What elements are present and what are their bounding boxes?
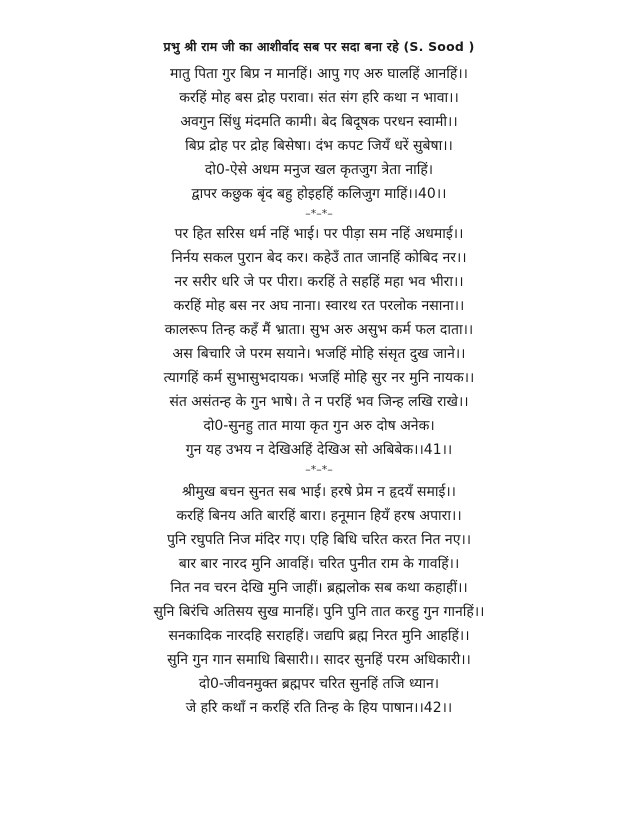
section-separator: –*–*–: [305, 463, 333, 476]
doha-line: गुन यह उभय न देखिअहिं देखिअ सो अबिबेक।।41।।: [185, 442, 453, 458]
verse-line: पर हित सरिस धर्म नहिं भाई। पर पीड़ा सम नहिं अधमाई।।: [174, 226, 464, 242]
verse-line: निर्नय सकल पुरान बेद कर। कहेउँ तात जानहिं कोबिद नर।।: [171, 250, 467, 266]
verse-line: मातु पिता गुर बिप्र न मानहिं। आपु गए अरु घालहिं आनहिं।।: [170, 66, 468, 82]
verse-line: नर सरीर धरि जे पर पीरा। करहिं ते सहहिं महा भव भीरा।।: [174, 274, 464, 290]
verse-line: अस बिचारि जे परम सयाने। भजहिं मोहि संसृत दुख जाने।।: [172, 346, 466, 362]
verse-line: करहिं बिनय अति बारहिं बारा। हनूमान हियँ हरष अपारा।।: [176, 508, 462, 524]
verse-line: सुनि गुन गान समाधि बिसारी।। सादर सुनहिं परम अधिकारी।।: [167, 652, 471, 668]
verse-line: पुनि रघुपति निज मंदिर गए। एहि बिधि चरित करत नित नए।।: [166, 532, 472, 548]
doha-line: जे हरि कथाँ न करहिं रति तिन्ह के हिय पाषान।।42।।: [185, 700, 453, 716]
section-separator: –*–*–: [305, 207, 333, 220]
verse-line: कालरूप तिन्ह कहँ मैं भ्राता। सुभ अरु असुभ कर्म फल दाता।।: [164, 322, 474, 338]
verse-line: सुनि बिरंचि अतिसय सुख मानहिं। पुनि पुनि तात करहु गुन गानहिं।।: [153, 604, 485, 620]
doha-line: दो0-सुनहु तात माया कृत गुन अरु दोष अनेक।: [203, 418, 435, 434]
verse-line: अवगुन सिंधु मंदमति कामी। बेद बिदूषक परधन स्वामी।।: [180, 114, 458, 130]
verse-line: करहिं मोह बस नर अघ नाना। स्वारथ रत परलोक नसाना।।: [173, 298, 465, 314]
doha-line: द्वापर कछुक बृंद बहु होइहहिं कलिजुग माहिं।।40।।: [191, 186, 447, 202]
verse-line: करहिं मोह बस द्रोह परावा। संत संग हरि कथा न भावा।।: [179, 90, 459, 106]
verse-line: संत असंतन्ह के गुन भाषे। ते न परहिं भव जिन्ह लखि राखे।।: [169, 394, 469, 410]
verse-line: नित नव चरन देखि मुनि जाहीं। ब्रह्मलोक सब कथा कहाहीं।।: [170, 580, 468, 596]
doha-line: दो0-ऐसे अधम मनुज खल कृतजुग त्रेता नाहिं।: [204, 162, 434, 178]
verse-line: श्रीमुख बचन सुनत सब भाई। हरषे प्रेम न हृदयँ समाई।।: [182, 484, 456, 500]
verse-line: बिप्र द्रोह पर द्रोह बिसेषा। दंभ कपट जियँ धरें सुबेषा।।: [185, 138, 453, 154]
verse-line: सनकादिक नारदहि सराहहिं। जद्यपि ब्रह्म निरत मुनि आहहिं।।: [168, 628, 470, 644]
page-header: प्रभु श्री राम जी का आशीर्वाद सब पर सदा बना रहे (S. Sood ): [163, 39, 475, 54]
verse-line: त्यागहिं कर्म सुभासुभदायक। भजहिं मोहि सुर नर मुनि नायक।।: [163, 370, 475, 386]
doha-line: दो0-जीवनमुक्त ब्रह्मपर चरित सुनहिं तजि ध्यान।: [198, 676, 440, 692]
verse-line: बार बार नारद मुनि आवहिं। चरित पुनीत राम के गावहिं।।: [178, 556, 460, 572]
